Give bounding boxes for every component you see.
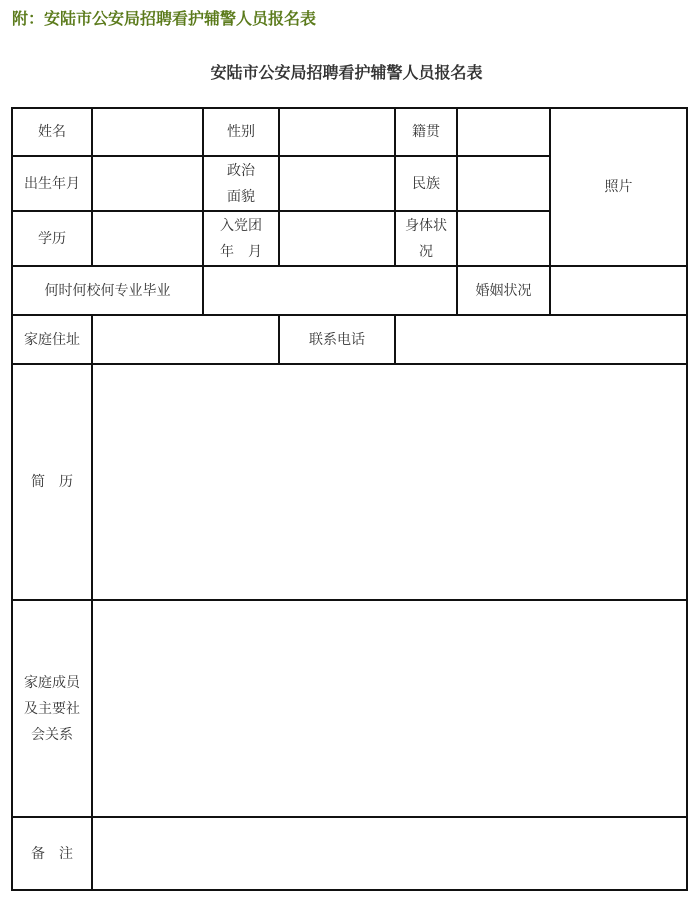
label-education-text: 学历	[38, 230, 66, 247]
label-education	[13, 212, 91, 265]
label-photo-text: 照片	[604, 179, 633, 195]
label-family-line1: 家庭成员	[24, 674, 80, 691]
label-political-line2: 面貌	[227, 188, 255, 205]
ethnicity-field[interactable]	[458, 157, 549, 210]
label-health-line2: 况	[419, 243, 433, 260]
graduation-field[interactable]	[204, 267, 456, 314]
remarks-field[interactable]	[93, 818, 686, 889]
marital-field[interactable]	[551, 267, 686, 314]
label-marital-text: 婚姻状况	[475, 282, 532, 299]
gender-field[interactable]	[280, 109, 394, 155]
label-address	[13, 316, 91, 363]
label-gender-text: 性别	[227, 124, 255, 140]
label-resume	[13, 365, 91, 599]
label-family	[13, 601, 91, 816]
label-native-place	[396, 109, 456, 155]
birth-field[interactable]	[93, 157, 202, 210]
label-political	[204, 157, 278, 210]
label-name	[13, 109, 91, 155]
label-birth-text: 出生年月	[24, 175, 80, 192]
label-graduation	[13, 267, 202, 314]
label-family-line2: 及主要社	[24, 700, 80, 717]
health-field[interactable]	[458, 212, 549, 265]
label-native-place-text: 籍贯	[412, 124, 440, 140]
party-date-field[interactable]	[280, 212, 394, 265]
family-field[interactable]	[93, 601, 686, 816]
phone-field[interactable]	[396, 316, 686, 363]
label-ethnicity	[396, 157, 456, 210]
label-gender	[204, 109, 278, 155]
label-phone-text: 联系电话	[309, 331, 365, 348]
label-remarks	[13, 818, 91, 889]
photo-box[interactable]	[551, 109, 686, 265]
label-remarks-text: 备 注	[31, 845, 73, 862]
attachment-note: 附：安陆市公安局招聘看护辅警人员报名表	[12, 9, 317, 28]
education-field[interactable]	[93, 212, 202, 265]
label-graduation-text: 何时何校何专业毕业	[44, 282, 171, 299]
label-ethnicity-text: 民族	[412, 175, 440, 192]
label-health-line1: 身体状	[405, 217, 447, 234]
label-birth	[13, 157, 91, 210]
native-place-field[interactable]	[458, 109, 549, 155]
label-family-line3: 会关系	[31, 726, 73, 743]
label-address-text: 家庭住址	[24, 331, 80, 348]
label-phone	[280, 316, 394, 363]
table-border-right	[686, 107, 688, 891]
label-party-line1: 入党团	[220, 217, 262, 234]
label-resume-text: 简 历	[31, 474, 73, 490]
resume-field[interactable]	[93, 365, 686, 599]
name-field[interactable]	[93, 109, 202, 155]
label-name-text: 姓名	[38, 124, 66, 140]
political-field[interactable]	[280, 157, 394, 210]
table-border-bottom	[11, 889, 688, 891]
form-title: 安陆市公安局招聘看护辅警人员报名表	[210, 63, 483, 82]
label-marital	[458, 267, 549, 314]
label-political-line1: 政治	[227, 162, 255, 179]
label-party-date	[204, 212, 278, 265]
label-health	[396, 212, 456, 265]
label-party-line2: 年 月	[220, 243, 262, 260]
address-field[interactable]	[93, 316, 278, 363]
